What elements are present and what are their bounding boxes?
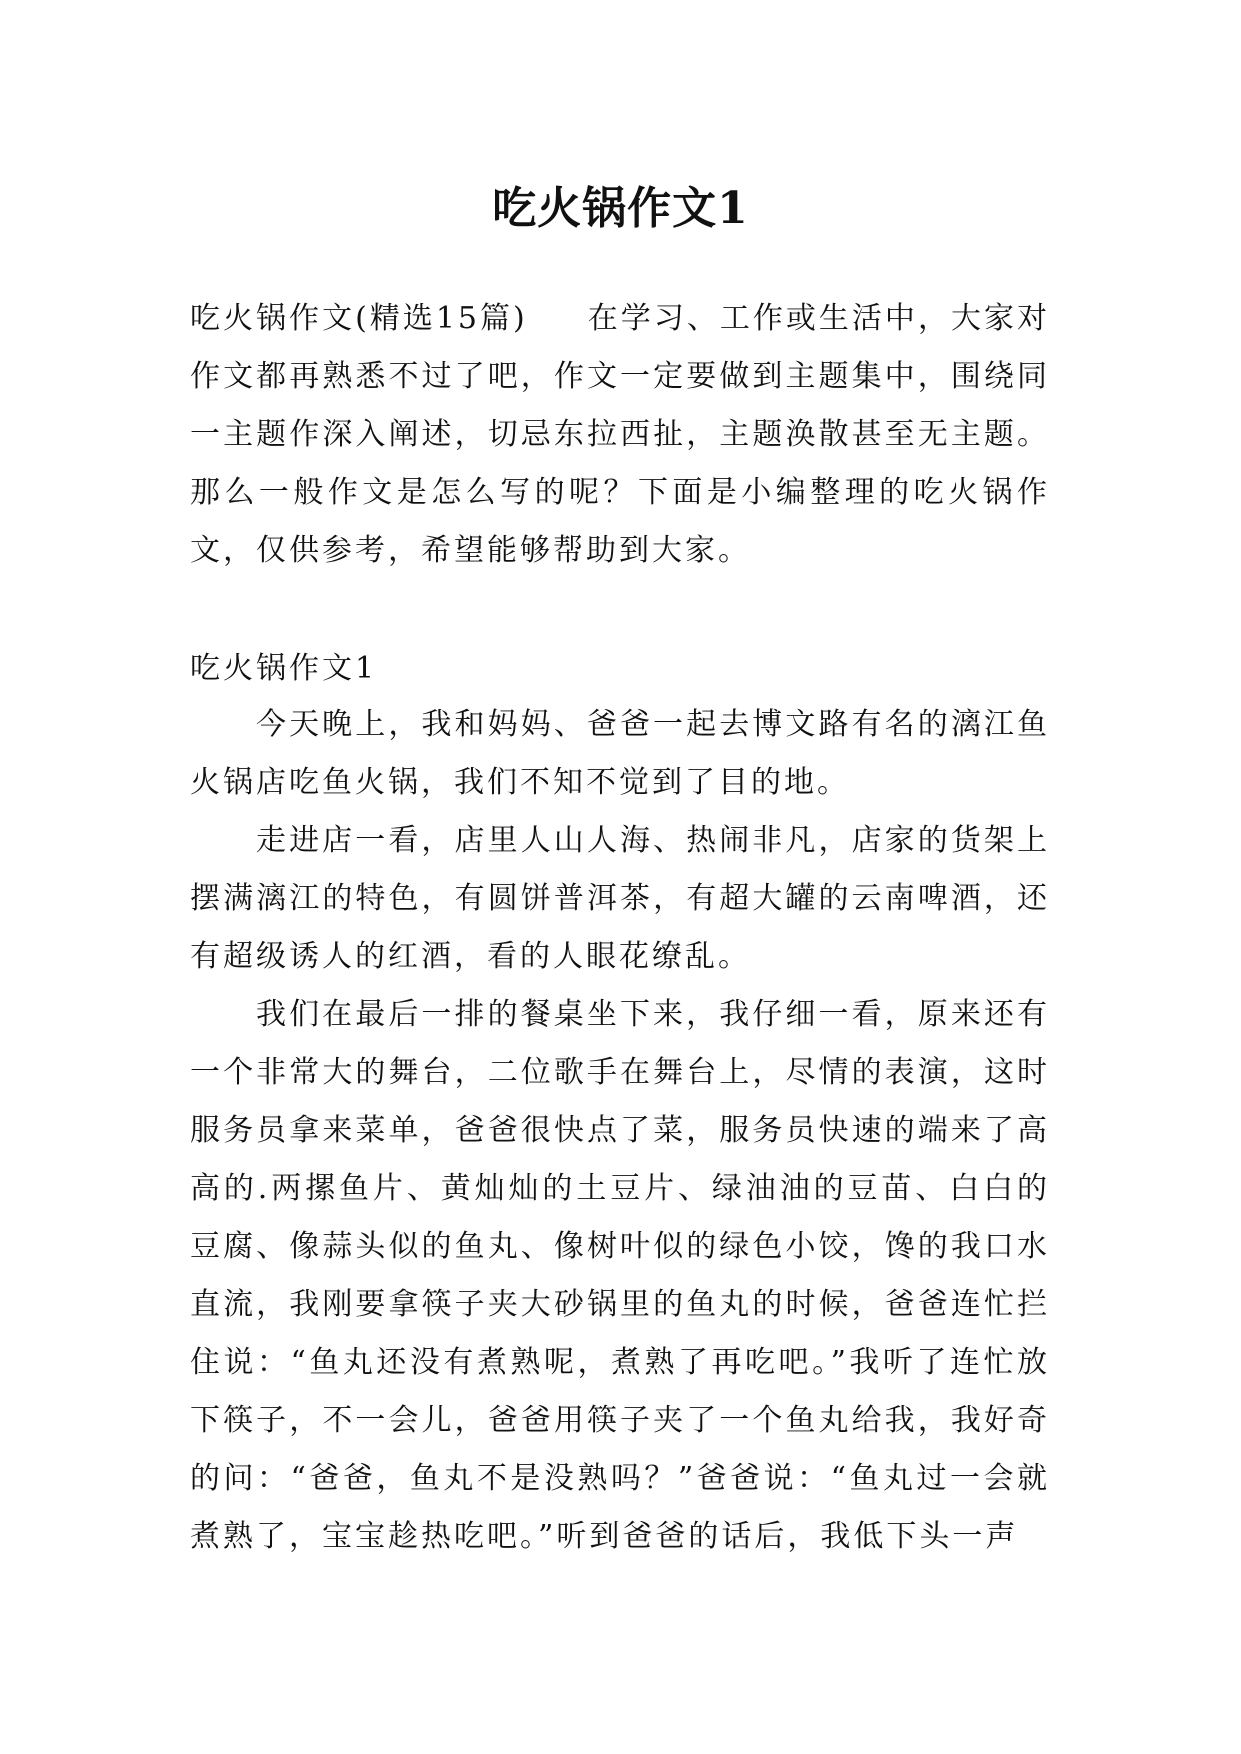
body-paragraph-3: 我们在最后一排的餐桌坐下来，我仔细一看，原来还有一个非常大的舞台，二位歌手在舞台上，尽情的表演，这时服务员拿来菜单，爸爸很快点了菜，服务员快速的端来了高高的.两摞鱼片、黄灿灿的土豆片、绿油油的豆苗、白白的豆腐、像蒜头似的鱼丸、像树叶似的绿色小饺，馋的我口水直流，我刚要拿筷子夹大砂锅里的鱼丸的时候，爸爸连忙拦住说：“鱼丸还没有煮熟呢，煮熟了再吃吧。”我听了连忙放下筷子，不一会儿，爸爸用筷子夹了一个鱼丸给我，我好奇的问：“爸爸，鱼丸不是没熟吗？”爸爸说：“鱼丸过一会就煮熟了，宝宝趁热吃吧。”听到爸爸的话后，我低下头一声: [190, 997, 1050, 1554]
body-paragraph-1: 今天晚上，我和妈妈、爸爸一起去博文路有名的漓江鱼火锅店吃鱼火锅，我们不知不觉到了目的地。: [190, 707, 1050, 800]
section-body: [190, 696, 1050, 1566]
intro-lead: 吃火锅作文(精选15篇): [190, 301, 528, 336]
intro-paragraph: [190, 290, 1050, 580]
intro-text: 在学习、工作或生活中，大家对作文都再熟悉不过了吧，作文一定要做到主题集中，围绕同一主题作深入阐述，切忌东拉西扯，主题涣散甚至无主题。那么一般作文是怎么写的呢？下面是小编整理的吃火锅作文，仅供参考，希望能够帮助到大家。: [190, 301, 1051, 568]
section-heading: 吃火锅作文1: [190, 651, 378, 686]
body-paragraph-2: 走进店一看，店里人山人海、热闹非凡，店家的货架上摆满漓江的特色，有圆饼普洱茶，有超大罐的云南啤酒，还有超级诱人的红酒，看的人眼花缭乱。: [190, 823, 1050, 974]
document-title: 吃火锅作文1: [492, 183, 749, 235]
